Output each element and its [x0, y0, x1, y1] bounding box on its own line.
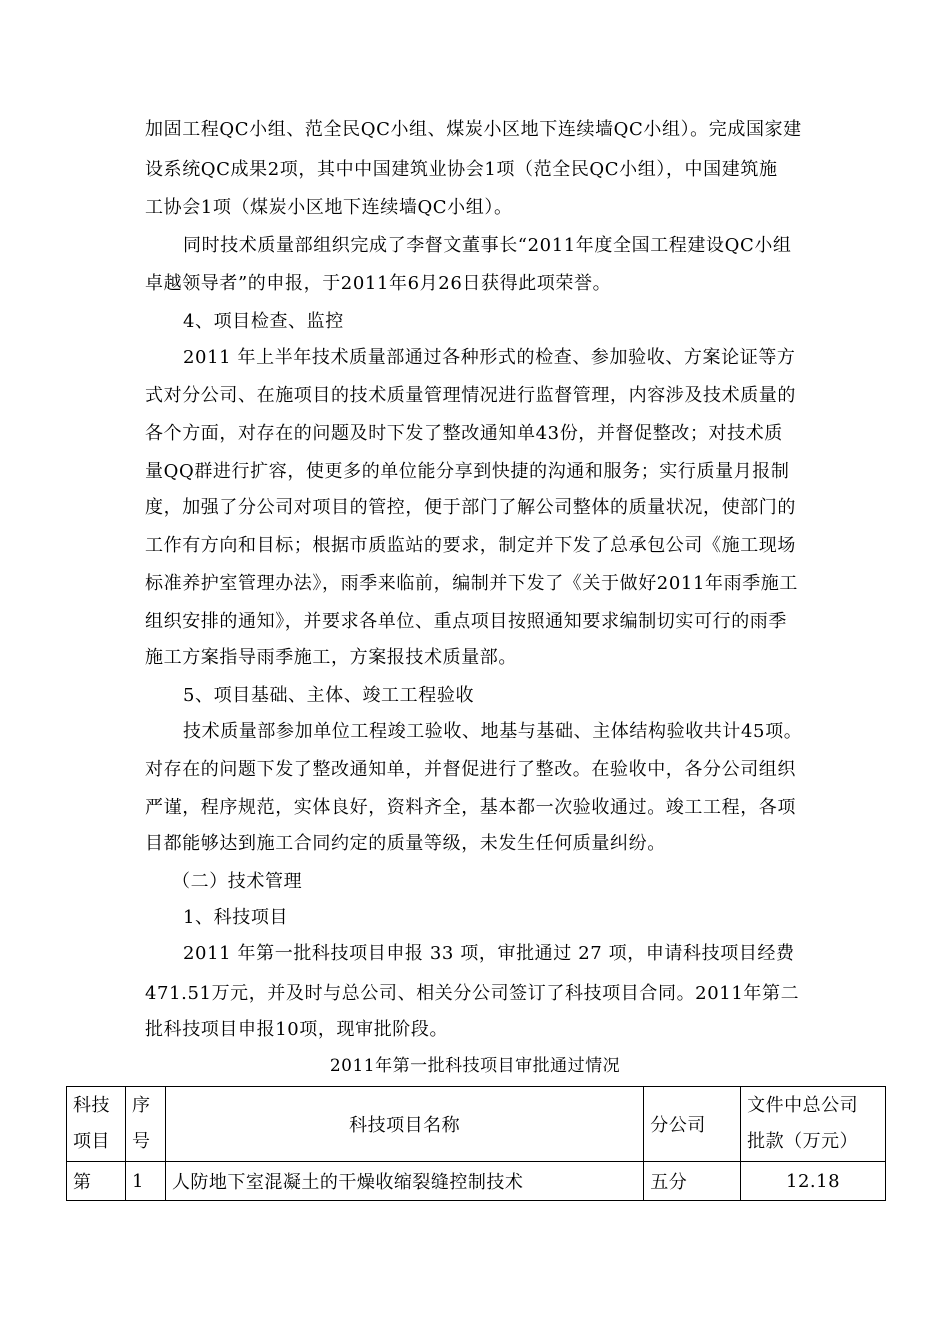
text-line: 各个方面，对存在的问题及时下发了整改通知单43份，并督促整改；对技术质 — [145, 423, 783, 444]
section-heading: 1、科技项目 — [183, 907, 289, 928]
header-category-line1: 科技 — [73, 1095, 110, 1116]
header-project-name: 科技项目名称 — [165, 1087, 643, 1162]
text-line: 批科技项目申报10项，现审批阶段。 — [145, 1019, 449, 1040]
text-line: 度，加强了分公司对项目的管控，便于部门了解公司整体的质量状况，使部门的 — [145, 497, 796, 518]
header-seq-line1: 序 — [131, 1095, 151, 1116]
header-category — [67, 1087, 126, 1162]
header-seq — [125, 1087, 165, 1162]
text-line: 式对分公司、在施项目的技术质量管理情况进行监督管理，内容涉及技术质量的 — [145, 385, 796, 406]
cell-seq: 1 — [125, 1162, 165, 1201]
text-line: 工协会1项（煤炭小区地下连续墙QC小组）。 — [145, 197, 513, 218]
header-amount — [741, 1087, 886, 1162]
cell-branch: 五分 — [644, 1162, 741, 1201]
section-heading: 4、项目检查、监控 — [183, 311, 344, 332]
paragraph-start: 2011 年第一批科技项目申报 33 项，审批通过 27 项，申请科技项目经费 — [183, 943, 795, 964]
table-title: 2011年第一批科技项目审批通过情况 — [329, 1056, 621, 1076]
text-line: 目都能够达到施工合同约定的质量等级，未发生任何质量纠纷。 — [145, 833, 666, 854]
header-seq-line2: 号 — [131, 1131, 151, 1152]
header-amount-line2: 批款（万元） — [747, 1131, 859, 1152]
text-line: 量QQ群进行扩容，使更多的单位能分享到快捷的沟通和服务；实行质量月报制 — [145, 461, 790, 482]
header-branch: 分公司 — [644, 1087, 741, 1162]
paragraph-start: 同时技术质量部组织完成了李督文董事长“2011年度全国工程建设QC小组 — [183, 235, 792, 256]
table-header-row — [67, 1087, 886, 1162]
text-line: 对存在的问题下发了整改通知单，并督促进行了整改。在验收中，各分公司组织 — [145, 759, 796, 780]
header-category-line2: 项目 — [73, 1131, 110, 1152]
text-line: 标准养护室管理办法》，雨季来临前，编制并下发了《关于做好2011年雨季施工 — [145, 573, 799, 594]
paragraph-start: 技术质量部参加单位工程竣工验收、地基与基础、主体结构验收共计45项。 — [183, 721, 803, 742]
text-line: 471.51万元，并及时与总公司、相关分公司签订了科技项目合同。2011年第二 — [145, 983, 800, 1004]
cell-category: 第 — [67, 1162, 126, 1201]
paragraph-start: 2011 年上半年技术质量部通过各种形式的检查、参加验收、方案论证等方 — [183, 347, 796, 368]
cell-project-name: 人防地下室混凝土的干燥收缩裂缝控制技术 — [165, 1162, 643, 1201]
section-heading: （二）技术管理 — [172, 871, 303, 892]
text-line: 卓越领导者”的申报，于2011年6月26日获得此项荣誉。 — [145, 273, 612, 294]
text-line: 加固工程QC小组、范全民QC小组、煤炭小区地下连续墙QC小组）。完成国家建 — [145, 119, 802, 140]
header-amount-line1: 文件中总公司 — [747, 1095, 859, 1116]
table-row — [67, 1162, 886, 1201]
text-line: 组织安排的通知》，并要求各单位、重点项目按照通知要求编制切实可行的雨季 — [145, 611, 787, 632]
text-line: 设系统QC成果2项，其中中国建筑业协会1项（范全民QC小组），中国建筑施 — [145, 159, 778, 180]
project-table — [66, 1086, 886, 1201]
text-line: 工作有方向和目标；根据市质监站的要求，制定并下发了总承包公司《施工现场 — [145, 535, 796, 556]
text-line: 施工方案指导雨季施工，方案报技术质量部。 — [145, 647, 517, 668]
text-line: 严谨，程序规范，实体良好，资料齐全，基本都一次验收通过。竣工工程，各项 — [145, 797, 796, 818]
cell-amount: 12.18 — [741, 1162, 886, 1201]
section-heading: 5、项目基础、主体、竣工工程验收 — [183, 685, 475, 706]
